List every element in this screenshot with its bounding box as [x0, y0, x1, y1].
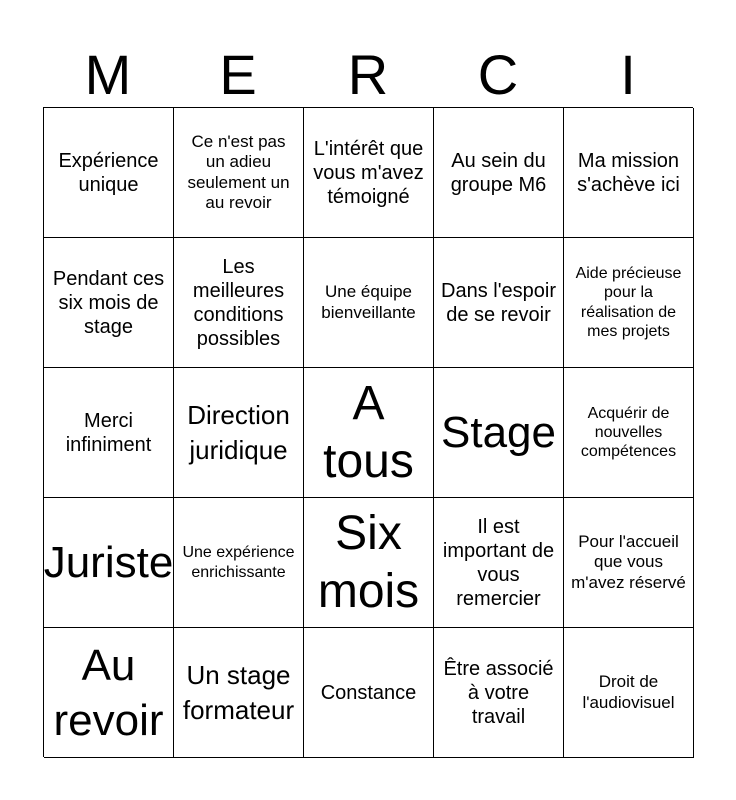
bingo-cell[interactable]: Expérience unique: [44, 108, 174, 238]
bingo-cell[interactable]: Une équipe bienveillante: [304, 238, 434, 368]
bingo-cell[interactable]: L'intérêt que vous m'avez témoigné: [304, 108, 434, 238]
bingo-cell[interactable]: Acquérir de nouvelles compétences: [564, 368, 694, 498]
bingo-cell[interactable]: Direction juridique: [174, 368, 304, 498]
bingo-cell[interactable]: Pour l'accueil que vous m'avez réservé: [564, 498, 694, 628]
bingo-cell[interactable]: Constance: [304, 628, 434, 758]
bingo-header: [43, 42, 693, 108]
bingo-cell[interactable]: Au revoir: [44, 628, 174, 758]
bingo-cell[interactable]: Droit de l'audiovisuel: [564, 628, 694, 758]
bingo-cell[interactable]: Aide précieuse pour la réalisation de mes projets: [564, 238, 694, 368]
bingo-cell[interactable]: Juriste: [44, 498, 174, 628]
bingo-cell[interactable]: Dans l'espoir de se revoir: [434, 238, 564, 368]
bingo-cell[interactable]: Pendant ces six mois de stage: [44, 238, 174, 368]
header-letter-c: C: [477, 43, 519, 106]
bingo-cell[interactable]: Ma mission s'achève ici: [564, 108, 694, 238]
bingo-grid: [43, 107, 693, 757]
bingo-cell[interactable]: Il est important de vous remercier: [434, 498, 564, 628]
bingo-cell[interactable]: Un stage formateur: [174, 628, 304, 758]
bingo-cell[interactable]: Au sein du groupe M6: [434, 108, 564, 238]
header-letter-r: R: [347, 43, 389, 106]
bingo-cell[interactable]: Six mois: [304, 498, 434, 628]
bingo-cell[interactable]: Être associé à votre travail: [434, 628, 564, 758]
bingo-cell[interactable]: Une expérience enrichissante: [174, 498, 304, 628]
bingo-cell[interactable]: Merci infiniment: [44, 368, 174, 498]
bingo-cell[interactable]: Ce n'est pas un adieu seulement un au revoir: [174, 108, 304, 238]
bingo-cell[interactable]: A tous: [304, 368, 434, 498]
bingo-cell[interactable]: Les meilleures conditions possibles: [174, 238, 304, 368]
header-letter-i: I: [620, 43, 636, 106]
bingo-cell[interactable]: Stage: [434, 368, 564, 498]
header-letter-m: M: [84, 43, 132, 106]
header-letter-e: E: [219, 43, 257, 106]
